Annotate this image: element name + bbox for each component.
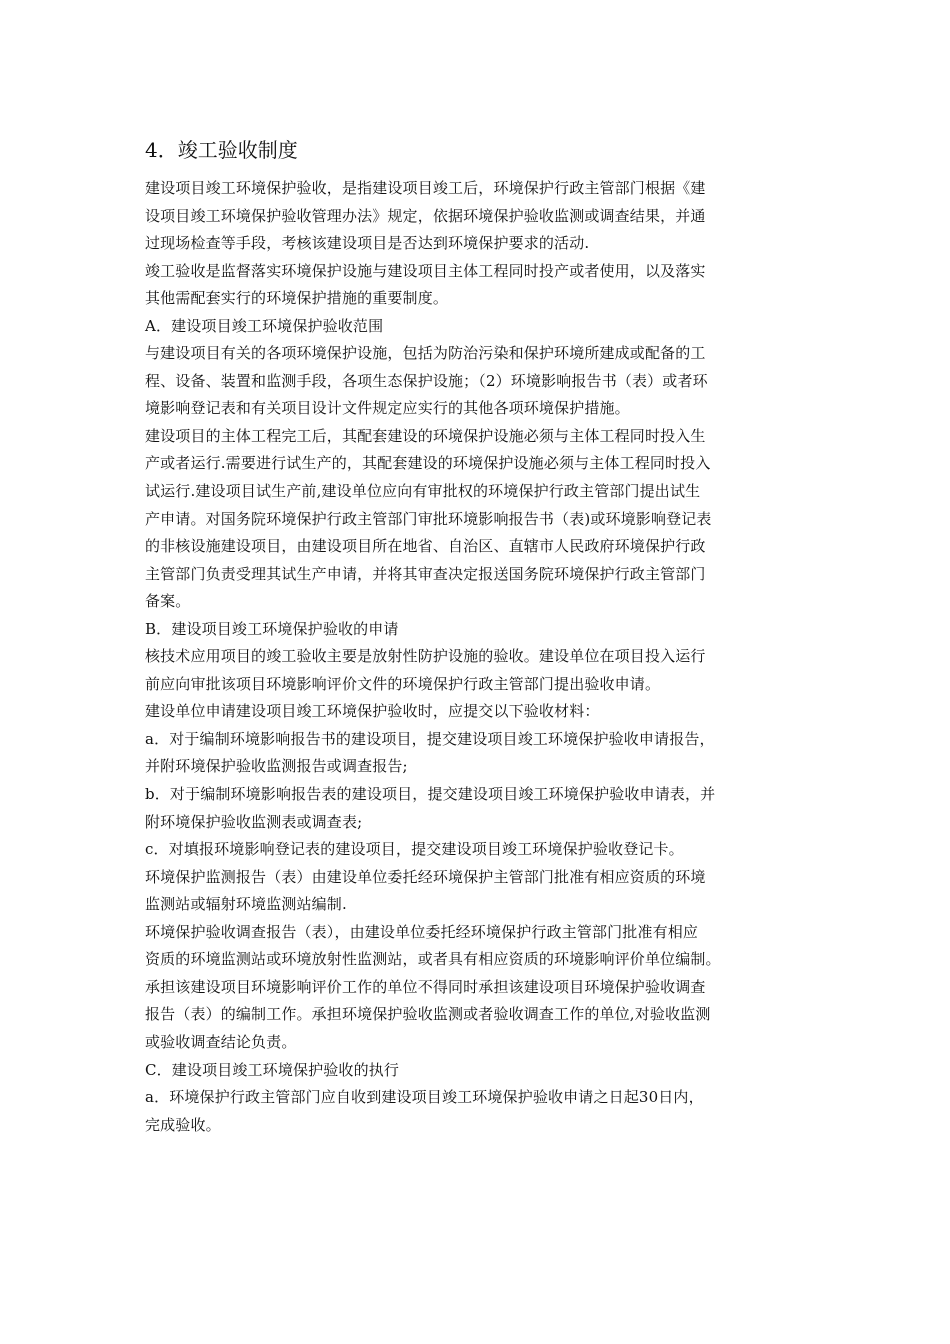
text-line: A．建设项目竣工环境保护验收范围 [145,316,384,335]
text-line: 核技术应用项目的竣工验收主要是放射性防护设施的验收。建设单位在项目投入运行 [145,647,706,666]
text-line: 环境保护监测报告（表）由建设单位委托经环境保护主管部门批准有相应资质的环境 [145,867,706,886]
text-line: 备案。 [145,592,191,611]
text-line: 设项目竣工环境保护验收管理办法》规定，依据环境保护验收监测或调查结果，并通 [145,206,706,225]
text-line: 过现场检查等手段，考核该建设项目是否达到环境保护要求的活动. [145,234,590,253]
text-line: 的非核设施建设项目，由建设项目所在地省、自治区、直辖市人民政府环境保护行政 [145,537,706,556]
text-line: c．对填报环境影响登记表的建设项目，提交建设项目竣工环境保护验收登记卡。 [145,840,684,859]
text-line: 前应向审批该项目环境影响评价文件的环境保护行政主管部门提出验收申请。 [145,674,661,693]
text-line: 附环境保护验收监测表或调查表; [145,812,363,831]
text-line: 与建设项目有关的各项环境保护设施，包括为防治污染和保护环境所建成或配备的工 [145,344,706,363]
text-line: a．环境保护行政主管部门应自收到建设项目竣工环境保护验收申请之日起30日内， [145,1088,704,1107]
text-line: 资质的环境监测站或环境放射性监测站，或者具有相应资质的环境影响评价单位编制。 [145,950,721,969]
body-text [145,175,810,1139]
text-line: 完成验收。 [145,1115,221,1134]
text-line: 试运行.建设项目试生产前,建设单位应向有审批权的环境保护行政主管部门提出试生 [145,482,701,501]
section-heading: 4．竣工验收制度 [145,138,298,162]
text-line: 并附环境保护验收监测报告或调查报告; [145,757,408,776]
text-line: 承担该建设项目环境影响评价工作的单位不得同时承担该建设项目环境保护验收调查 [145,977,706,996]
text-line: 建设项目竣工环境保护验收，是指建设项目竣工后，环境保护行政主管部门根据《建 [145,179,706,197]
text-line: b．对于编制环境影响报告表的建设项目，提交建设项目竣工环境保护验收申请表，并 [145,785,716,804]
text-line: 报告（表）的编制工作。承担环境保护验收监测或者验收调查工作的单位,对验收监测 [145,1005,711,1024]
text-line: 其他需配套实行的环境保护措施的重要制度。 [145,289,449,308]
text-line: 产或者运行.需要进行试生产的，其配套建设的环境保护设施必须与主体工程同时投入 [145,454,711,473]
text-line: 竣工验收是监督落实环境保护设施与建设项目主体工程同时投产或者使用，以及落实 [145,261,706,280]
text-line: 主管部门负责受理其试生产申请，并将其审查决定报送国务院环境保护行政主管部门 [145,564,706,583]
text-line: 建设单位申请建设项目竣工环境保护验收时，应提交以下验收材料： [145,702,600,721]
text-line: 境影响登记表和有关项目设计文件规定应实行的其他各项环境保护措施。 [145,399,630,418]
text-line: a．对于编制环境影响报告书的建设项目，提交建设项目竣工环境保护验收申请报告， [145,729,715,748]
text-line: 环境保护验收调查报告（表），由建设单位委托经环境保护行政主管部门批准有相应 [145,922,699,941]
text-line: 产申请。对国务院环境保护行政主管部门审批环境影响报告书（表)或环境影响登记表 [145,509,712,528]
text-line: B．建设项目竣工环境保护验收的申请 [145,619,399,638]
text-line: C．建设项目竣工环境保护验收的执行 [145,1060,400,1079]
text-line: 建设项目的主体工程完工后，其配套建设的环境保护设施必须与主体工程同时投入生 [145,426,706,445]
text-line: 或验收调查结论负责。 [145,1032,297,1051]
text-line: 程、设备、装置和监测手段，各项生态保护设施；（2）环境影响报告书（表）或者环 [145,371,708,390]
text-line: 监测站或辐射环境监测站编制. [145,895,347,914]
